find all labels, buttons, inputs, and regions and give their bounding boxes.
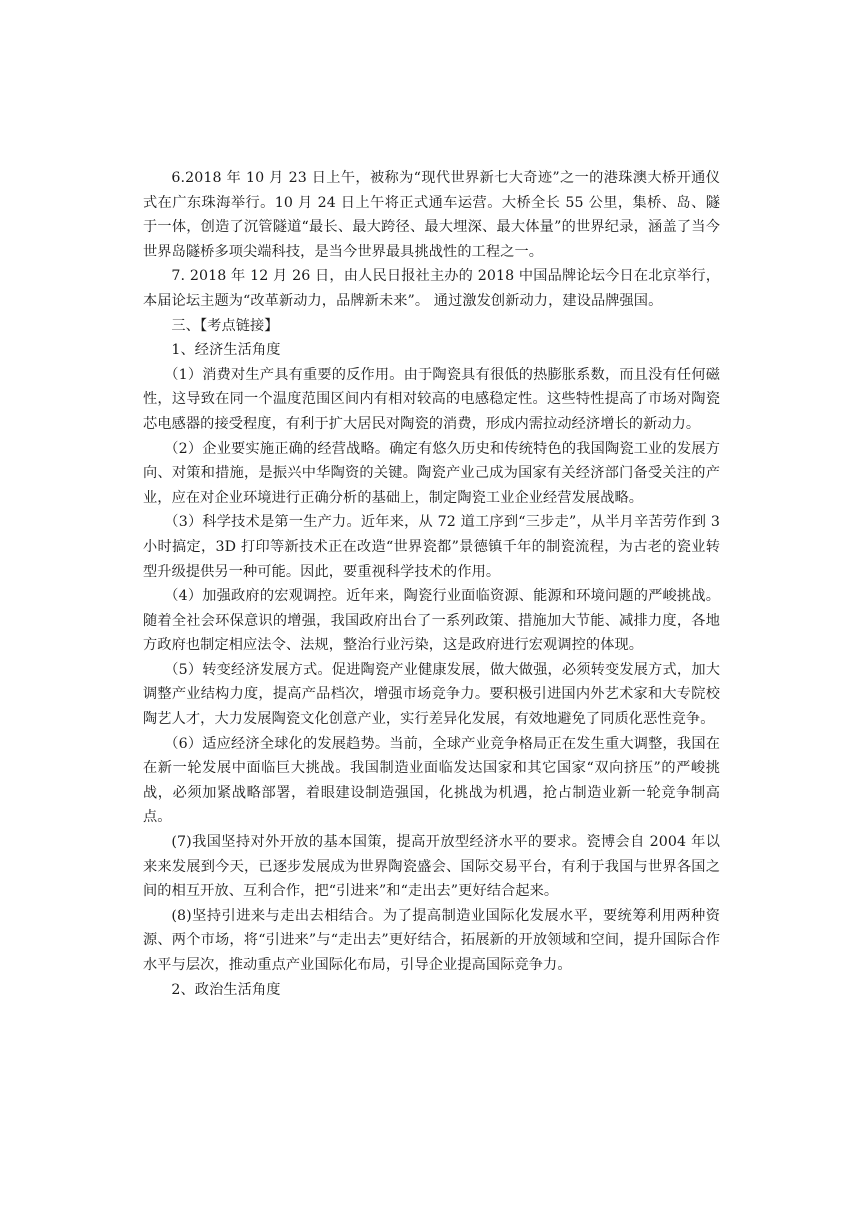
point-2: （2）企业要实施正确的经营战略。确定有悠久历史和传统特色的我国陶瓷工业的发展方向、对策和措施，是振兴中华陶资的关键。陶瓷产业己成为国家有关经济部门备受关注的产业，应在对企业环境进行正确分析的基础上，制定陶瓷工业企业经营发展战略。 [143, 440, 720, 506]
sub-heading-economic: 1、经济生活角度 [171, 342, 281, 359]
point-6: （6）适应经济全球化的发展趋势。当前，全球产业竞争格局正在发生重大调整，我国在在新一轮发展中面临巨大挑战。我国制造业面临发达国家和其它国家“双向挤压”的严峻挑战，必须加紧战略部署，着眼建设制造强国，化挑战为机遇，抢占制造业新一轮竞争制高点。 [143, 735, 720, 826]
document-body [143, 166, 720, 1002]
point-5: （5）转变经济发展方式。促进陶瓷产业健康发展，做大做强，必须转变发展方式，加大调整产业结构力度，提高产品档次，增强市场竞争力。要积极引进国内外艺术家和大专院校陶艺人才，大力发展陶瓷文化创意产业，实行差异化发展，有效地避免了同质化恶性竞争。 [143, 661, 720, 728]
point-1: （1）消费对生产具有重要的反作用。由于陶瓷具有很低的热膨胀系数，而且没有任何磁性，这导致在同一个温度范围区间内有相对较高的电感稳定性。这些特性提高了市场对陶瓷芯电感器的接受程度，有利于扩大居民对陶瓷的消费，形成内需拉动经济增长的新动力。 [143, 366, 720, 432]
point-4: （4）加强政府的宏观调控。近年来，陶瓷行业面临资源、能源和环境问题的严峻挑战。随着全社会环保意识的增强，我国政府出台了一系列政策、措施加大节能、减排力度，各地方政府也制定相应法令、法规，整治行业污染，这是政府进行宏观调控的体现。 [143, 588, 720, 654]
point-7: (7)我国坚持对外开放的基本国策，提高开放型经济水平的要求。瓷博会自 2004 年以来来发展到今天，已逐步发展成为世界陶瓷盛会、国际交易平台，有利于我国与世界各国之间的相互开放、互利合作，把“引进来”和“走出去”更好结合起来。 [143, 834, 720, 900]
news-item-7: 7. 2018 年 12 月 26 日，由人民日报社主办的 2018 中国品牌论坛今日在北京举行，本届论坛主题为“改革新动力，品牌新未来”。 通过激发创新动力，建设品牌强国。 [143, 268, 720, 309]
news-item-6: 6.2018 年 10 月 23 日上午，被称为“现代世界新七大奇迹”之一的港珠澳大桥开通仪式在广东珠海举行。10 月 24 日上午将正式通车运营。大桥全长 55 公里，集桥、岛、隧于一体，创造了沉管隧道“最长、最大跨径、最大埋深、最大体量”的世界纪录，涵盖了当今世界岛隧桥多项尖端科技，是当今世界最具挑战性的工程之一。 [143, 170, 720, 260]
point-8: (8)坚持引进来与走出去相结合。为了提高制造业国际化发展水平，要统筹利用两种资源、两个市场，将“引进来”与“走出去”更好结合，拓展新的开放领域和空间，提升国际合作水平与层次，推动重点产业国际化布局，引导企业提高国际竞争力。 [143, 907, 720, 973]
sub-heading-political: 2、政治生活角度 [171, 981, 281, 998]
section-heading: 三、【考点链接】 [171, 317, 279, 334]
point-3: （3）科学技术是第一生产力。近年来，从 72 道工序到“三步走”，从半月辛苦劳作到 3 小时搞定，3D 打印等新技术正在改造“世界瓷都”景德镇千年的制瓷流程，为古老的瓷业转型升级提供另一种可能。因此，要重视科学技术的作用。 [143, 514, 720, 580]
